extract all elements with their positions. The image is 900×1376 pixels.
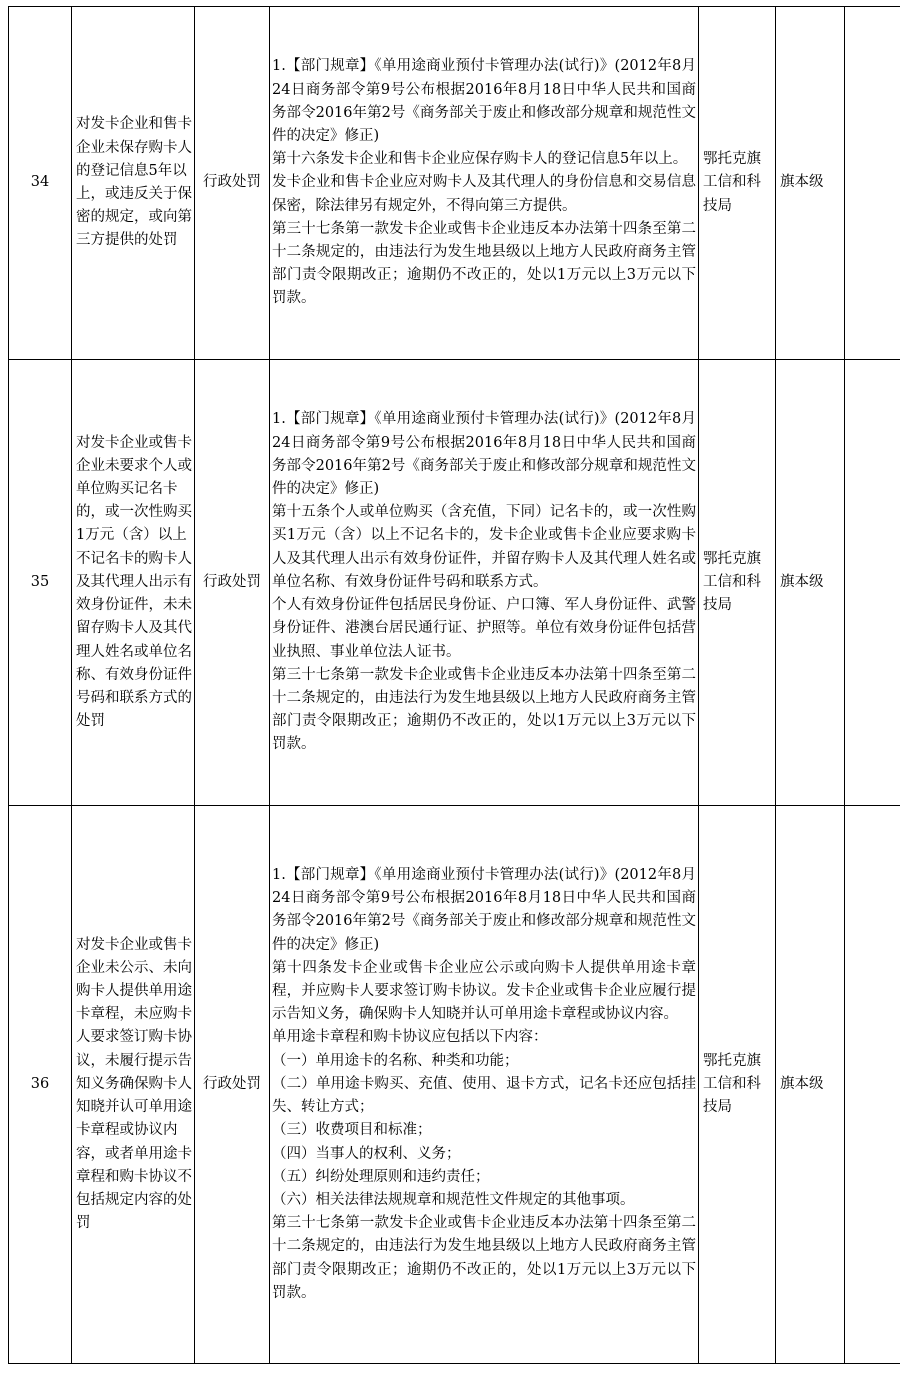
basis-line: （一）单用途卡的名称、种类和功能； bbox=[272, 1052, 519, 1069]
row-number: 36 bbox=[9, 806, 72, 1364]
basis-line: 1.【部门规章】《单用途商业预付卡管理办法(试行)》(2012年8月24日商务部令第9号公布根据2016年8月18日中华人民共和国商务部令2016年第2号《商务部关于废止和修改部分规章和规范性文件的决定》修正) bbox=[272, 411, 696, 498]
table-row bbox=[9, 7, 900, 360]
penalty-item: 对发卡企业或售卡企业未要求个人或单位购买记名卡的，或一次性购买1万元（含）以上不记名卡的购卡人及其代理人出示有效身份证件，未未留存购卡人及其代理人姓名或单位名称、有效身份证件号码和联系方式的处罚 bbox=[72, 360, 195, 806]
basis-line: （三）收费项目和标准； bbox=[272, 1122, 432, 1139]
basis-line: 第三十七条第一款发卡企业或售卡企业违反本办法第十四条至第二十二条规定的，由违法行为发生地县级以上地方人民政府商务主管部门责令限期改正；逾期仍不改正的，处以1万元以上3万元以下罚款。 bbox=[272, 1215, 696, 1301]
basis-line: （六）相关法律法规规章和规范性文件规定的其他事项。 bbox=[272, 1191, 635, 1208]
penalty-item: 对发卡企业或售卡企业未公示、未向购卡人提供单用途卡章程，未应购卡人要求签订购卡协议，未履行提示告知义务确保购卡人知晓并认可单用途卡章程或协议内容，或者单用途卡章程和购卡协议不包括规定内容的处罚 bbox=[72, 806, 195, 1364]
penalty-category: 行政处罚 bbox=[195, 806, 270, 1364]
admin-level: 旗本级 bbox=[776, 806, 845, 1364]
basis-line: 1.【部门规章】《单用途商业预付卡管理办法(试行)》(2012年8月24日商务部令第9号公布根据2016年8月18日中华人民共和国商务部令2016年第2号《商务部关于废止和修改部分规章和规范性文件的决定》修正) bbox=[272, 58, 696, 144]
row-number: 35 bbox=[9, 360, 72, 806]
penalty-category: 行政处罚 bbox=[195, 360, 270, 806]
penalty-item: 对发卡企业和售卡企业未保存购卡人的登记信息5年以上，或违反关于保密的规定，或向第三方提供的处罚 bbox=[72, 7, 195, 360]
basis-line: 第十五条个人或单位购买（含充值，下同）记名卡的，或一次性购买1万元（含）以上不记名卡的，发卡企业或售卡企业应要求购卡人及其代理人出示有效身份证件，并留存购卡人及其代理人姓名或单位名称、有效身份证件号码和联系方式。 bbox=[272, 504, 696, 590]
basis-line: 第三十七条第一款发卡企业或售卡企业违反本办法第十四条至第二十二条规定的，由违法行为发生地县级以上地方人民政府商务主管部门责令限期改正；逾期仍不改正的，处以1万元以上3万元以下罚款。 bbox=[272, 220, 696, 307]
table-row bbox=[9, 360, 900, 806]
responsible-department: 鄂托克旗工信和科技局 bbox=[699, 360, 776, 806]
basis-line: 第三十七条第一款发卡企业或售卡企业违反本办法第十四条至第二十二条规定的，由违法行为发生地县级以上地方人民政府商务主管部门责令限期改正；逾期仍不改正的，处以1万元以上3万元以下罚款。 bbox=[272, 666, 696, 753]
legal-basis bbox=[270, 806, 699, 1364]
basis-line: 第十四条发卡企业或售卡企业应公示或向购卡人提供单用途卡章程，并应购卡人要求签订购卡协议。发卡企业或售卡企业应履行提示告知义务，确保购卡人知晓并认可单用途卡章程或协议内容。 bbox=[272, 959, 696, 1023]
basis-line: （五）纠纷处理原则和违约责任； bbox=[272, 1168, 490, 1185]
basis-line: （四）当事人的权利、义务； bbox=[272, 1145, 461, 1162]
legal-basis bbox=[270, 7, 699, 360]
penalty-category: 行政处罚 bbox=[195, 7, 270, 360]
penalty-table bbox=[8, 6, 900, 1364]
remarks bbox=[845, 806, 900, 1364]
basis-line: 单用途卡章程和购卡协议应包括以下内容： bbox=[272, 1029, 548, 1046]
table-row bbox=[9, 806, 900, 1364]
basis-line: 发卡企业和售卡企业应对购卡人及其代理人的身份信息和交易信息保密，除法律另有规定外，不得向第三方提供。 bbox=[272, 174, 696, 214]
responsible-department: 鄂托克旗工信和科技局 bbox=[699, 806, 776, 1364]
remarks bbox=[845, 360, 900, 806]
basis-line: 个人有效身份证件包括居民身份证、户口簿、军人身份证件、武警身份证件、港澳台居民通行证、护照等。单位有效身份证件包括营业执照、事业单位法人证书。 bbox=[272, 597, 696, 660]
basis-line: （二）单用途卡购买、充值、使用、退卡方式，记名卡还应包括挂失、转让方式； bbox=[272, 1075, 696, 1116]
row-number: 34 bbox=[9, 7, 72, 360]
responsible-department: 鄂托克旗工信和科技局 bbox=[699, 7, 776, 360]
legal-basis bbox=[270, 360, 699, 806]
remarks bbox=[845, 7, 900, 360]
admin-level: 旗本级 bbox=[776, 7, 845, 360]
admin-level: 旗本级 bbox=[776, 360, 845, 806]
basis-line: 第十六条发卡企业和售卡企业应保存购卡人的登记信息5年以上。 bbox=[272, 151, 688, 168]
basis-line: 1.【部门规章】《单用途商业预付卡管理办法(试行)》(2012年8月24日商务部令第9号公布根据2016年8月18日中华人民共和国商务部令2016年第2号《商务部关于废止和修改部分规章和规范性文件的决定》修正) bbox=[272, 867, 696, 953]
